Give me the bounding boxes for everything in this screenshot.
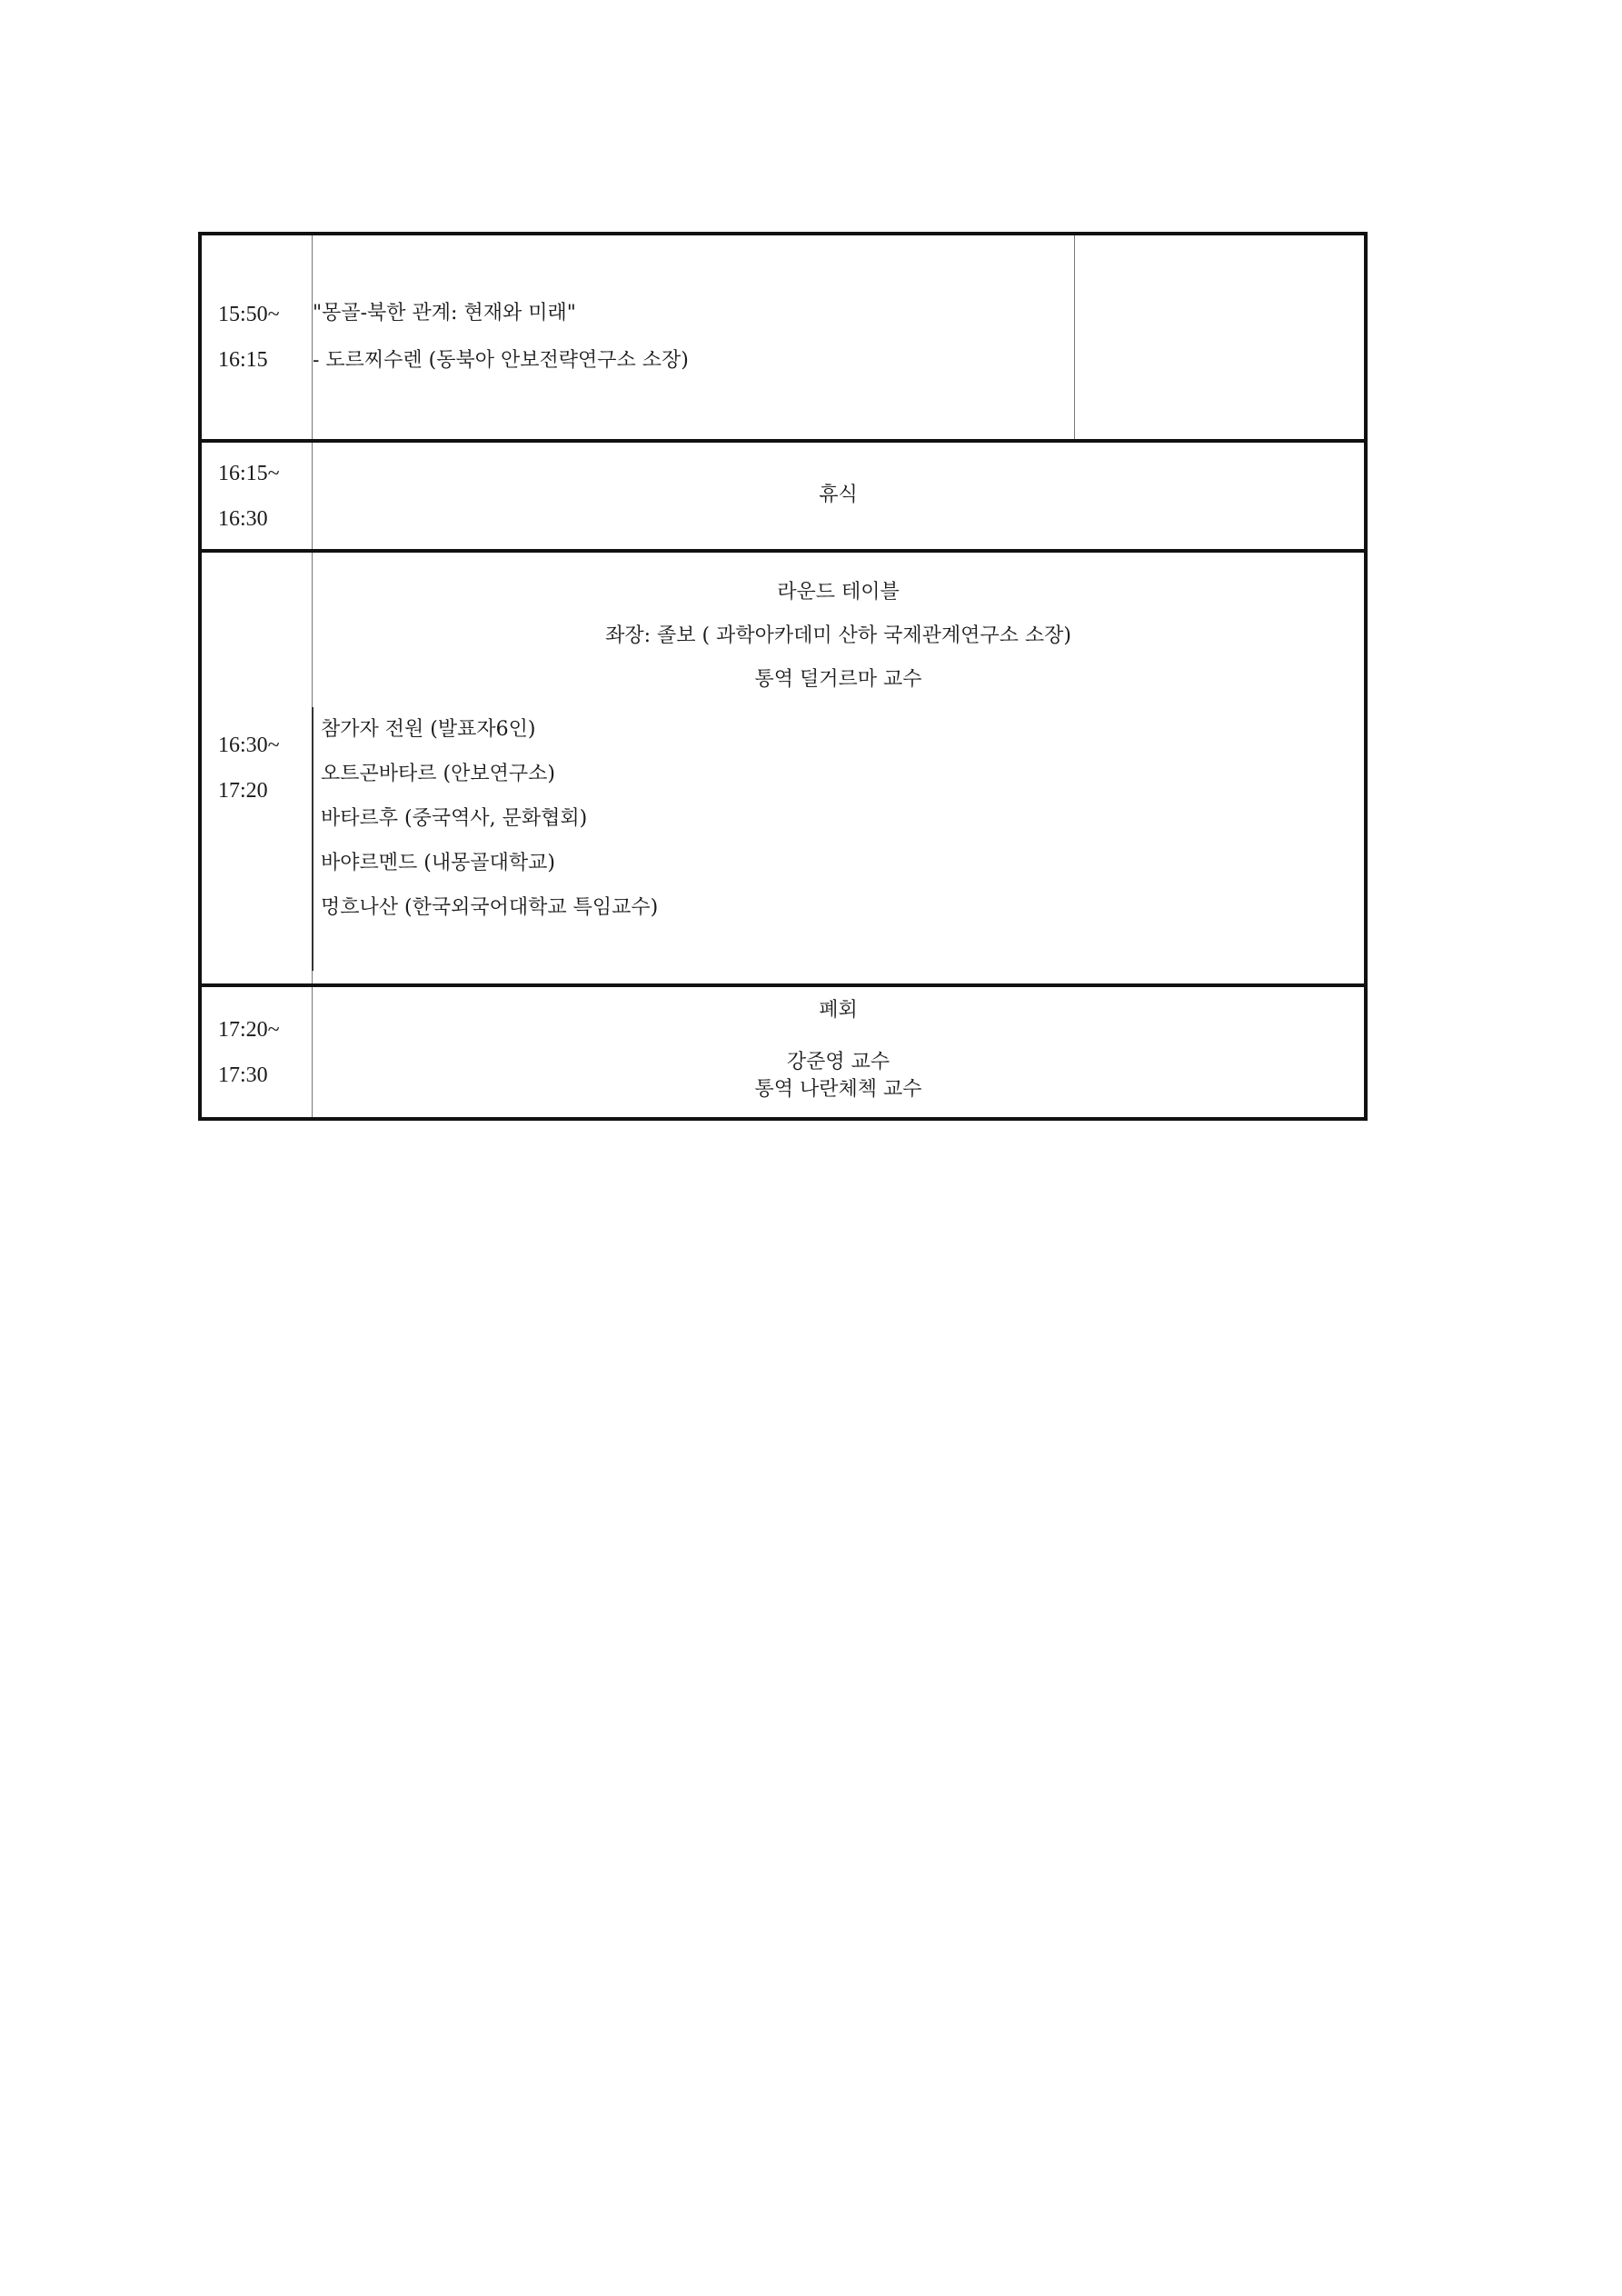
list-item: 오트곤바타르 (안보연구소)	[321, 763, 555, 785]
session-title: 휴식	[819, 484, 858, 507]
time-end: 17:30	[218, 1063, 268, 1087]
time-cell	[200, 551, 313, 985]
time-start: 16:30~	[218, 734, 280, 757]
time-cell	[200, 985, 313, 1119]
participant-list	[312, 707, 1364, 971]
schedule-row	[200, 551, 1366, 985]
list-item: 바야르멘드 (내몽골대학교)	[321, 852, 555, 874]
schedule-table	[198, 232, 1368, 1121]
session-speaker: 강준영 교수	[786, 1051, 891, 1073]
schedule-row	[200, 234, 1366, 441]
session-title: 폐회	[819, 999, 858, 1022]
session-content	[313, 441, 1367, 551]
empty-side-cell	[1075, 234, 1367, 441]
time-cell	[200, 234, 313, 441]
time-start: 17:20~	[218, 1017, 280, 1042]
schedule-row	[200, 441, 1366, 551]
time-start: 15:50~	[218, 303, 280, 326]
list-item: 멍흐나산 (한국외국어대학교 특임교수)	[321, 896, 659, 919]
session-chair: 좌장: 졸보 ( 과학아카데미 산하 국제관계연구소 소장)	[605, 624, 1071, 647]
schedule-row	[200, 985, 1366, 1119]
time-start: 16:15~	[218, 461, 280, 485]
session-interpreter: 통역 나란체첵 교수	[754, 1078, 922, 1101]
session-interpreter: 통역 덜거르마 교수	[754, 668, 922, 691]
session-content	[313, 234, 1075, 441]
time-end: 16:30	[218, 506, 268, 531]
session-content	[313, 985, 1367, 1119]
time-end: 16:15	[218, 348, 268, 372]
session-content	[313, 551, 1367, 985]
session-title: "몽골-북한 관계: 현재와 미래"	[313, 302, 576, 324]
list-item: 바타르후 (중국역사, 문화협회)	[321, 807, 588, 830]
roundtable-header	[313, 553, 1364, 702]
time-cell	[200, 441, 313, 551]
time-end: 17:20	[218, 779, 268, 803]
list-item: 참가자 전원 (발표자6인)	[321, 718, 536, 741]
session-title: 라운드 테이블	[777, 581, 900, 604]
session-speaker: - 도르찌수렌 (동북아 안보전략연구소 소장)	[313, 349, 689, 372]
